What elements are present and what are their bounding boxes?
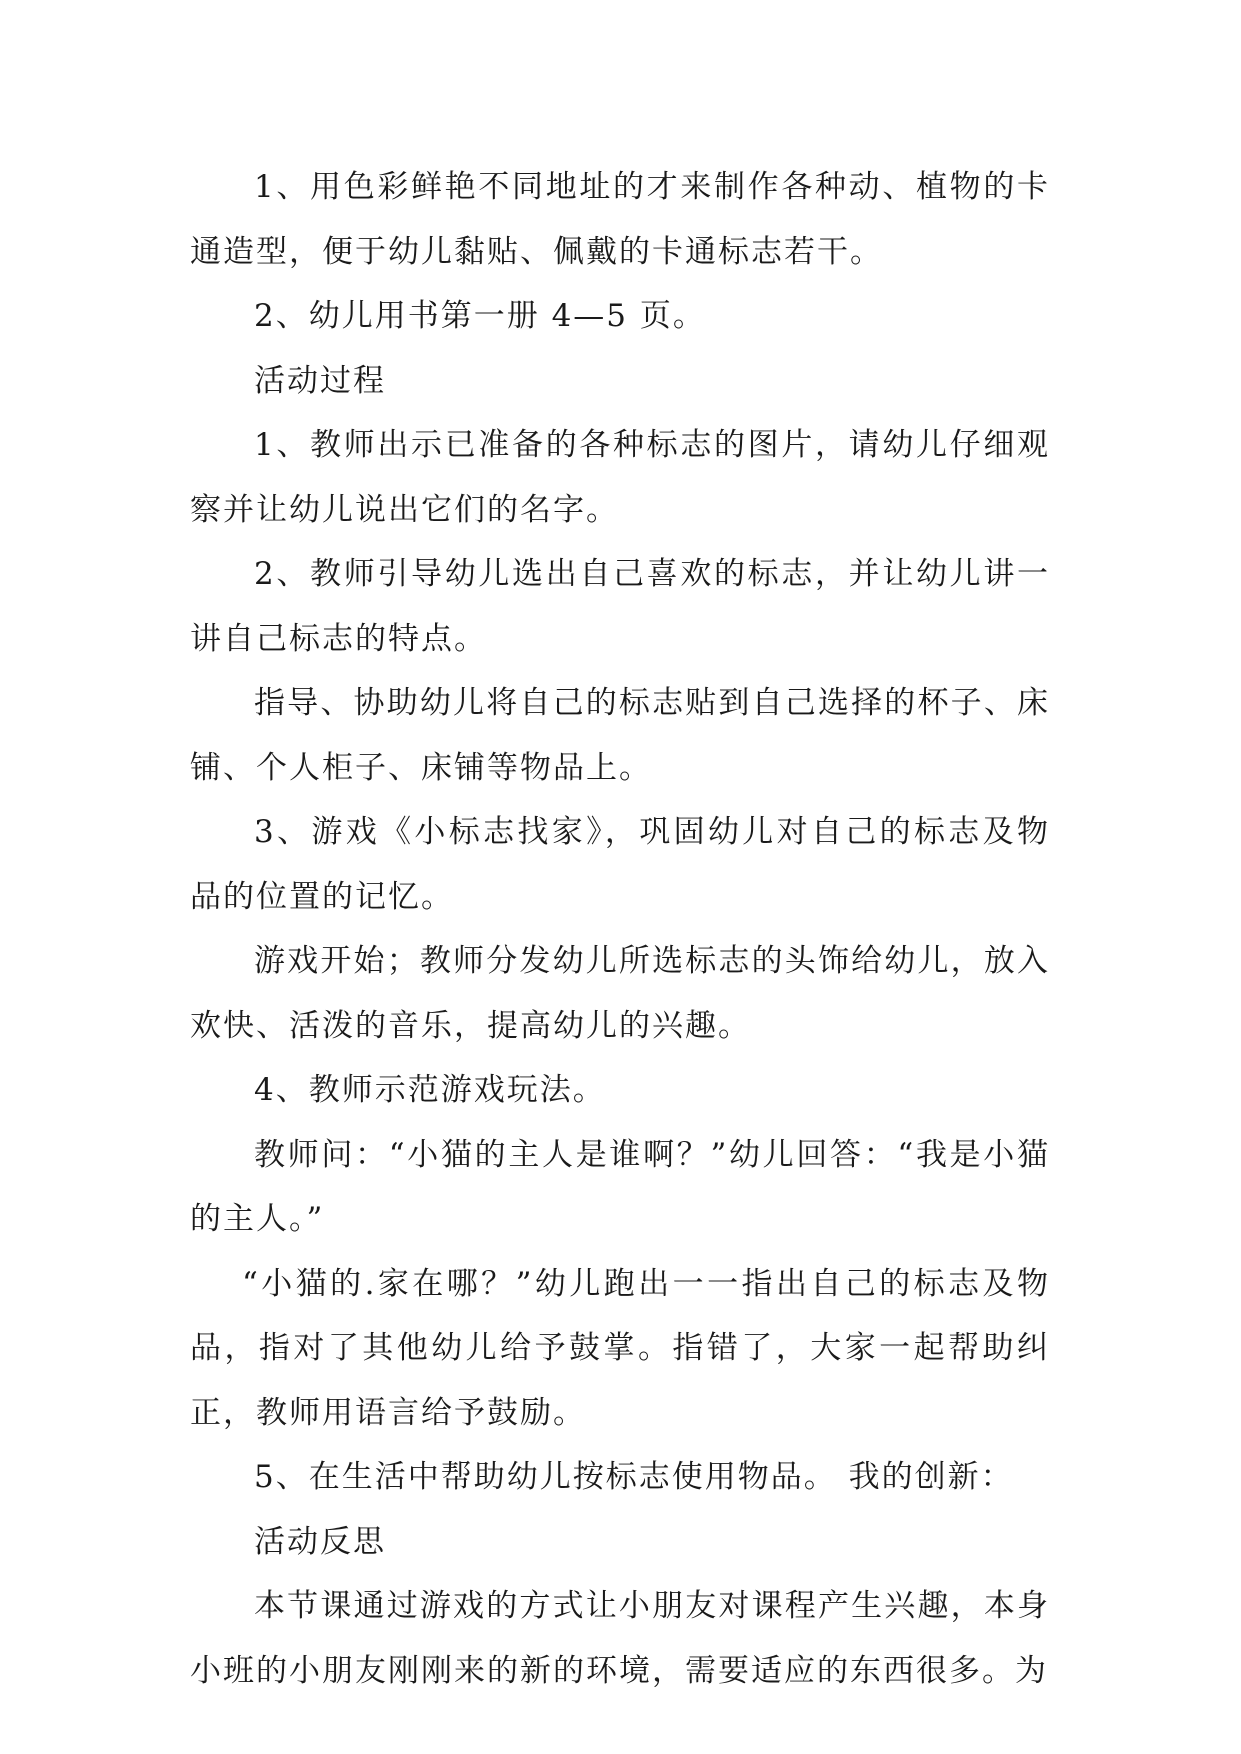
- paragraph-teacher-question: 教师问：“小猫的主人是谁啊？”幼儿回答：“我是小猫的主人。”: [190, 1136, 1050, 1237]
- paragraph-guidance: 指导、协助幼儿将自己的标志贴到自己选择的杯子、床铺、个人柜子、床铺等物品上。: [190, 685, 1050, 786]
- paragraph-step-4: 4、教师示范游戏玩法。: [254, 1072, 606, 1108]
- paragraph-materials-2: 2、幼儿用书第一册 4—5 页。: [254, 298, 706, 334]
- paragraph-step-1: 1、教师出示已准备的各种标志的图片，请幼儿仔细观察并让幼儿说出它们的名字。: [190, 427, 1050, 528]
- paragraph-step-3: 3、游戏《小标志找家》，巩固幼儿对自己的标志及物品的位置的记忆。: [190, 814, 1050, 915]
- paragraph-game-start: 游戏开始；教师分发幼儿所选标志的头饰给幼儿，放入欢快、活泼的音乐，提高幼儿的兴趣。: [190, 943, 1050, 1044]
- paragraph-reflection: 本节课通过游戏的方式让小朋友对课程产生兴趣，本身小班的小朋友刚刚来的新的环境，需要适应的东西很多。为: [190, 1588, 1050, 1689]
- paragraph-step-5: 5、在生活中帮助幼儿按标志使用物品。 我的创新：: [254, 1459, 1014, 1495]
- heading-activity-reflection: 活动反思: [254, 1523, 386, 1560]
- document-body: [190, 155, 1050, 1703]
- paragraph-step-2: 2、教师引导幼儿选出自己喜欢的标志，并让幼儿讲一讲自己标志的特点。: [190, 556, 1050, 657]
- heading-activity-process: 活动过程: [254, 362, 386, 399]
- paragraph-where-is-home: “小猫的.家在哪？”幼儿跑出一一指出自己的标志及物品，指对了其他幼儿给予鼓掌。指错了，大家一起帮助纠正，教师用语言给予鼓励。: [190, 1265, 1050, 1431]
- paragraph-materials-1: 1、用色彩鲜艳不同地址的才来制作各种动、植物的卡通造型，便于幼儿黏贴、佩戴的卡通标志若干。: [190, 169, 1050, 270]
